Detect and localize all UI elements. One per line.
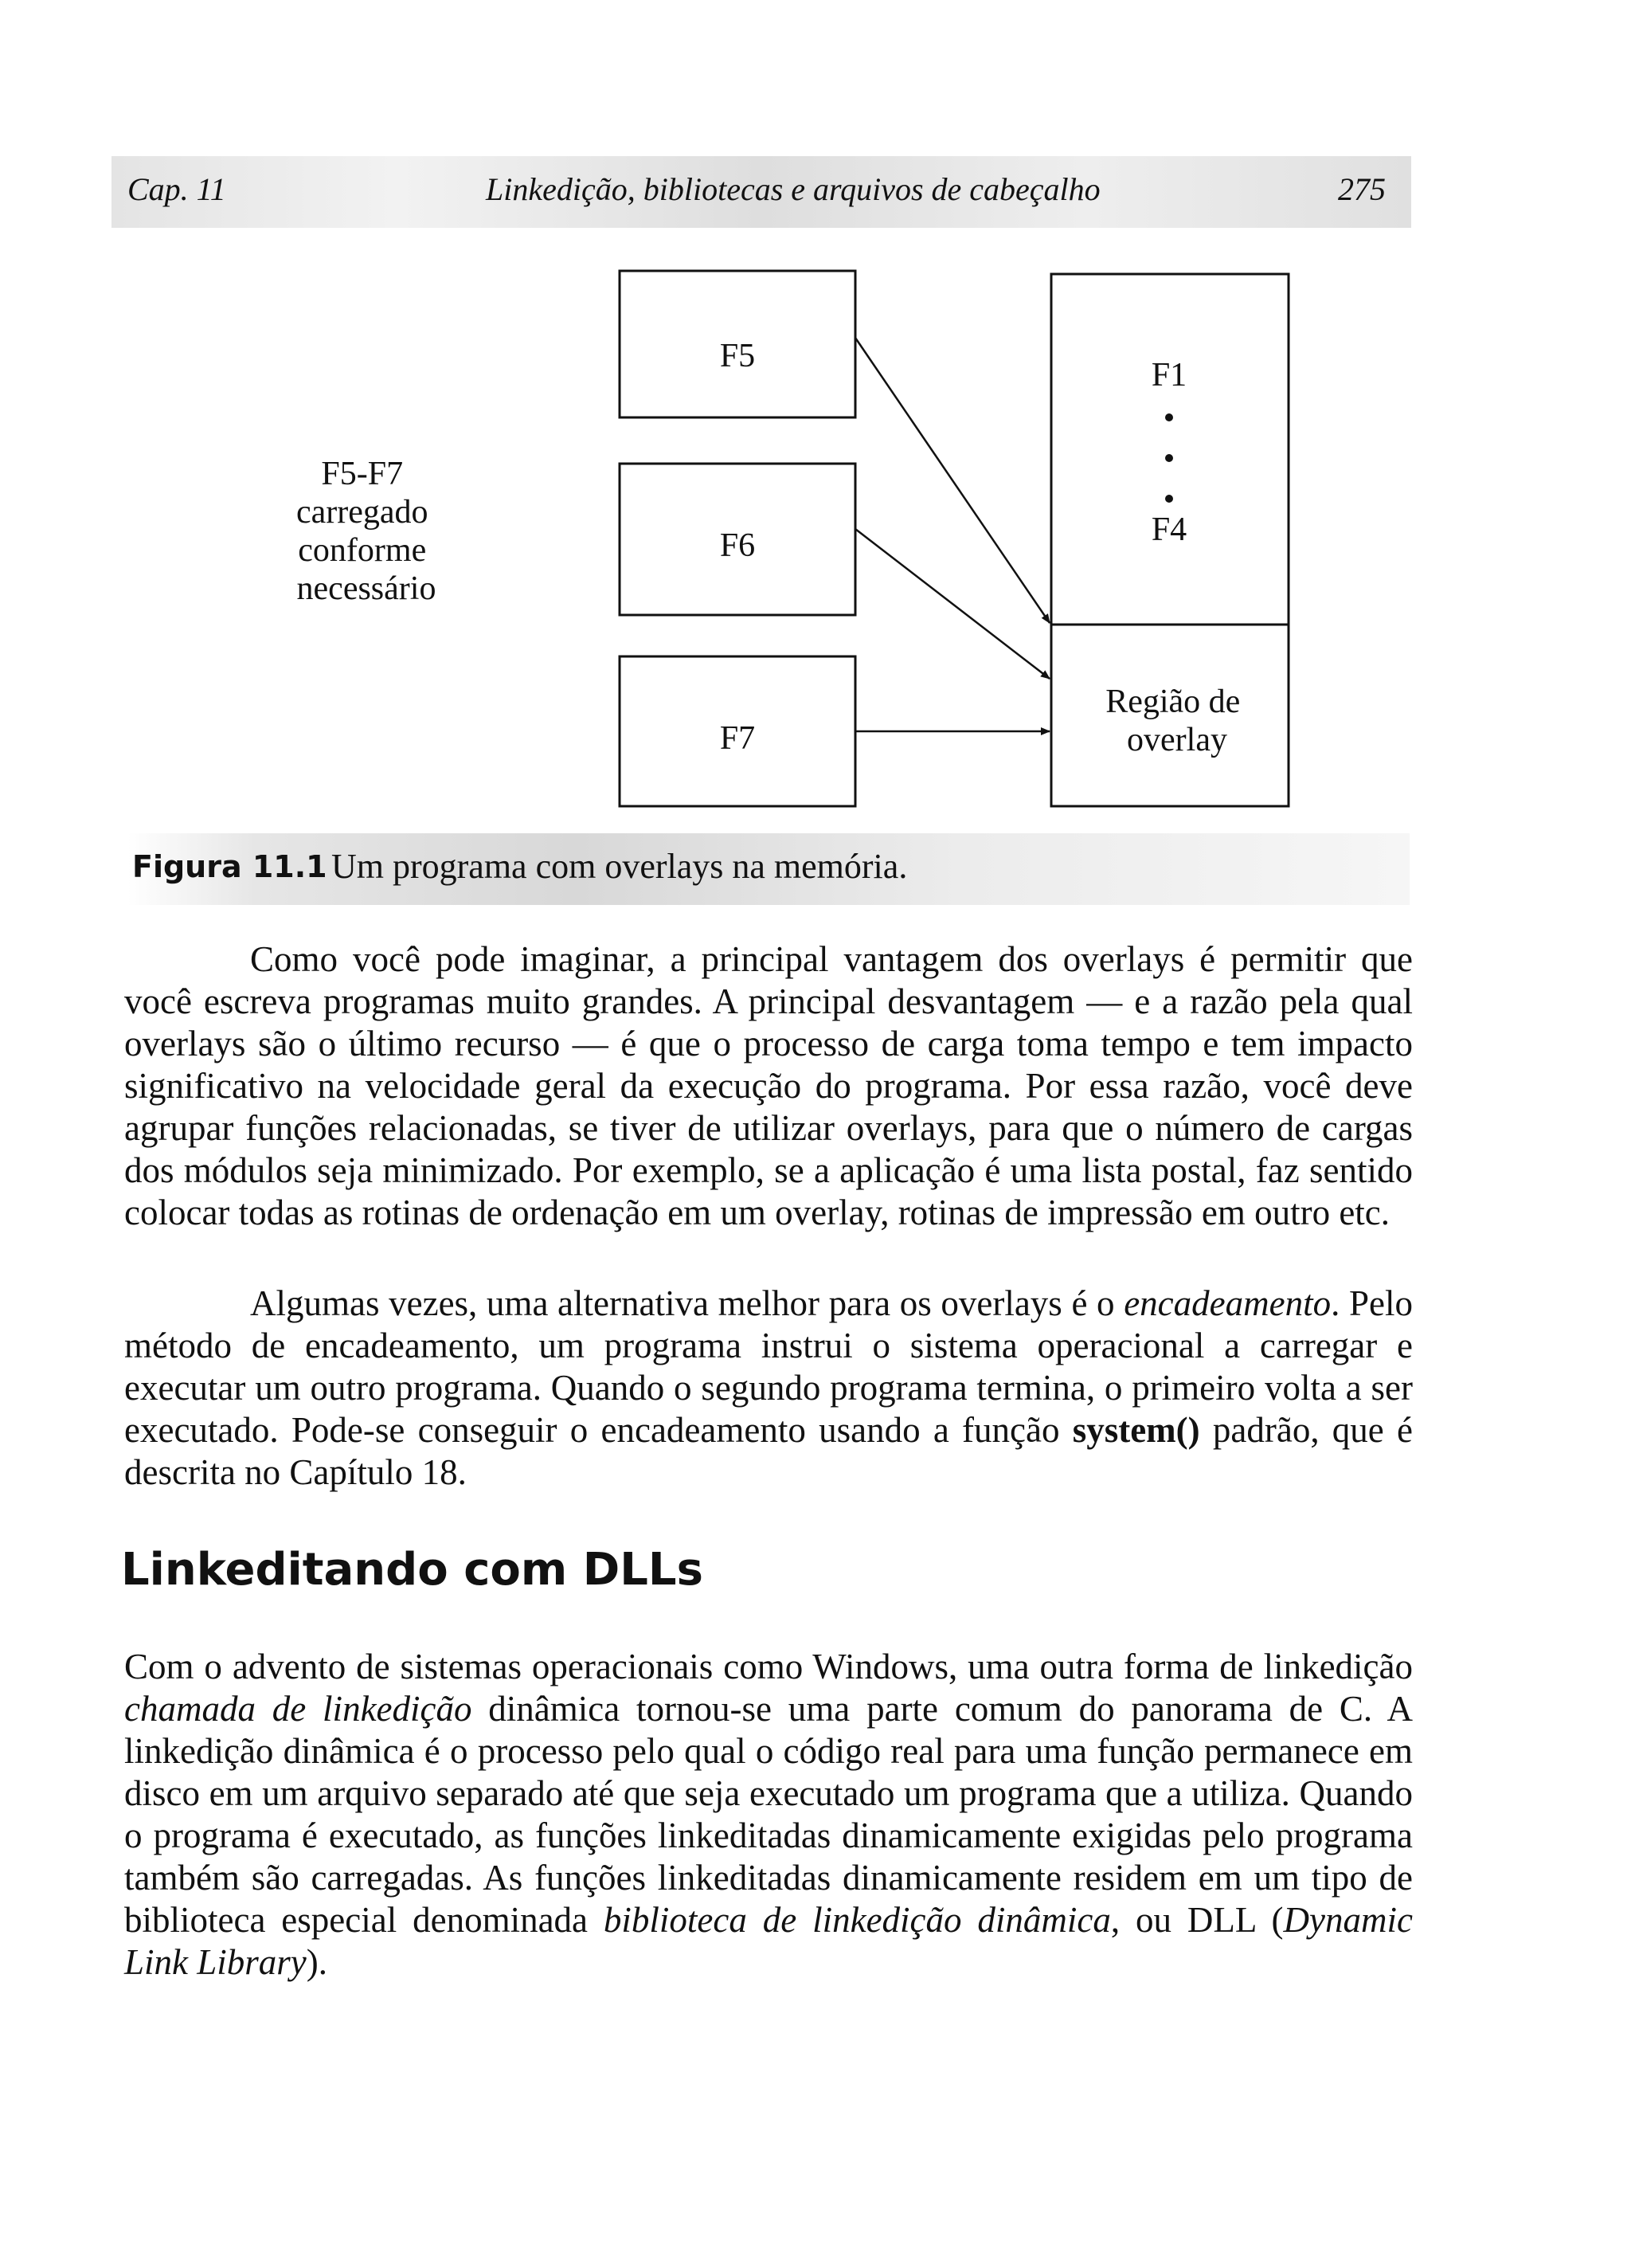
overlay-region-line-1: Região de — [1105, 684, 1241, 720]
chapter-label: Cap. 11 — [127, 171, 226, 207]
ellipsis-dot-1 — [1165, 413, 1173, 421]
figure-caption — [127, 833, 1410, 905]
paragraph-dlls — [124, 1646, 1413, 1984]
p3-term-biblioteca: biblioteca de linkedição dinâmica — [603, 1900, 1111, 1940]
running-header — [111, 156, 1411, 228]
p2-term-encadeamento: encadeamento — [1124, 1283, 1332, 1323]
box-f6-label: F6 — [719, 527, 756, 564]
overlay-figure — [0, 255, 1631, 828]
side-label-line-4: necessário — [296, 570, 436, 607]
p2-text-a: Algumas vezes, uma alternativa melhor para os overlays é o — [250, 1283, 1124, 1323]
memory-f1-label: F1 — [1151, 357, 1187, 394]
side-label-line-2: carregado — [295, 494, 428, 531]
p2-code-system: system() — [1072, 1410, 1200, 1450]
p3-text-g: ). — [306, 1942, 328, 1982]
p3-text-c: dinâmica tornou-se uma parte comum do panorama de C. A linkedição dinâmica é o processo pelo qual o código real para uma função permanece em disco em um arquivo separado até que seja executado um programa que a utiliza. Quando o programa é executado, as funções linkeditadas dinamicamente exigidas pelo programa também são carregadas. As funções linkeditadas dinamicamente residem em um tipo de biblioteca especial denominada — [124, 1689, 1414, 1940]
p3-term-dll: Dynamic Link Library — [124, 1900, 1413, 1982]
paragraph-chaining — [124, 1283, 1413, 1494]
side-label-line-1: F5-F7 — [321, 456, 404, 492]
p3-text-a: Com o advento de sistemas operacionais como Windows, uma outra forma de linkedição — [124, 1647, 1413, 1686]
paragraph-overlays: Como você pode imaginar, a principal vantagem dos overlays é permitir que você escreva programas muito grandes. A principal desvantagem — e a razão pela qual overlays são o último recurso — é que o processo de carga toma tempo e tem impacto significativo na velocidade geral da execução do programa. Por essa razão, você deve agrupar funções relacionadas, se tiver de utilizar overlays, para que o número de cargas dos módulos seja minimizado. Por exemplo, se a aplicação é uma lista postal, faz sentido colocar todas as rotinas de ordenação em um overlay, rotinas de impressão em outro etc. — [124, 939, 1413, 1232]
body-paragraph-2 — [124, 1283, 1413, 1494]
box-f7-label: F7 — [719, 720, 756, 757]
p2-text-e: padrão, que é descrita no Capítulo 18. — [124, 1410, 1413, 1492]
arrow-f5-to-overlay — [855, 338, 1050, 623]
ellipsis-dot-2 — [1165, 454, 1173, 462]
body-paragraph-3 — [124, 1646, 1413, 1984]
p3-term-chamada: chamada de linkedição — [124, 1689, 472, 1729]
overlay-diagram — [0, 255, 1631, 828]
ellipsis-dot-3 — [1165, 495, 1173, 503]
box-f5-label: F5 — [719, 338, 756, 374]
page-number: 275 — [1338, 171, 1386, 207]
overlay-region-line-2: overlay — [1127, 722, 1227, 758]
section-heading: Linkeditando com DLLs — [121, 1544, 703, 1596]
side-label — [296, 456, 436, 607]
side-label-line-3: conforme — [298, 532, 427, 569]
p3-text-e: , ou DLL ( — [1110, 1900, 1284, 1940]
p2-text-c: . Pelo método de encadeamento, um programa instrui o sistema operacional a carregar e executar um outro programa. Quando o segundo programa termina, o primeiro volta a ser executado. Pode-se conseguir o encadeamento usando a função — [124, 1283, 1413, 1450]
overlay-region-label — [1105, 684, 1249, 758]
running-title: Linkedição, bibliotecas e arquivos de cabeçalho — [486, 171, 1101, 207]
arrow-f6-to-overlay — [855, 529, 1050, 679]
figure-caption-text: Um programa com overlays na memória. — [331, 847, 908, 886]
body-paragraph-1 — [124, 938, 1413, 1234]
figure-number: Figura 11.1 — [132, 849, 327, 884]
memory-f4-label: F4 — [1151, 511, 1187, 548]
